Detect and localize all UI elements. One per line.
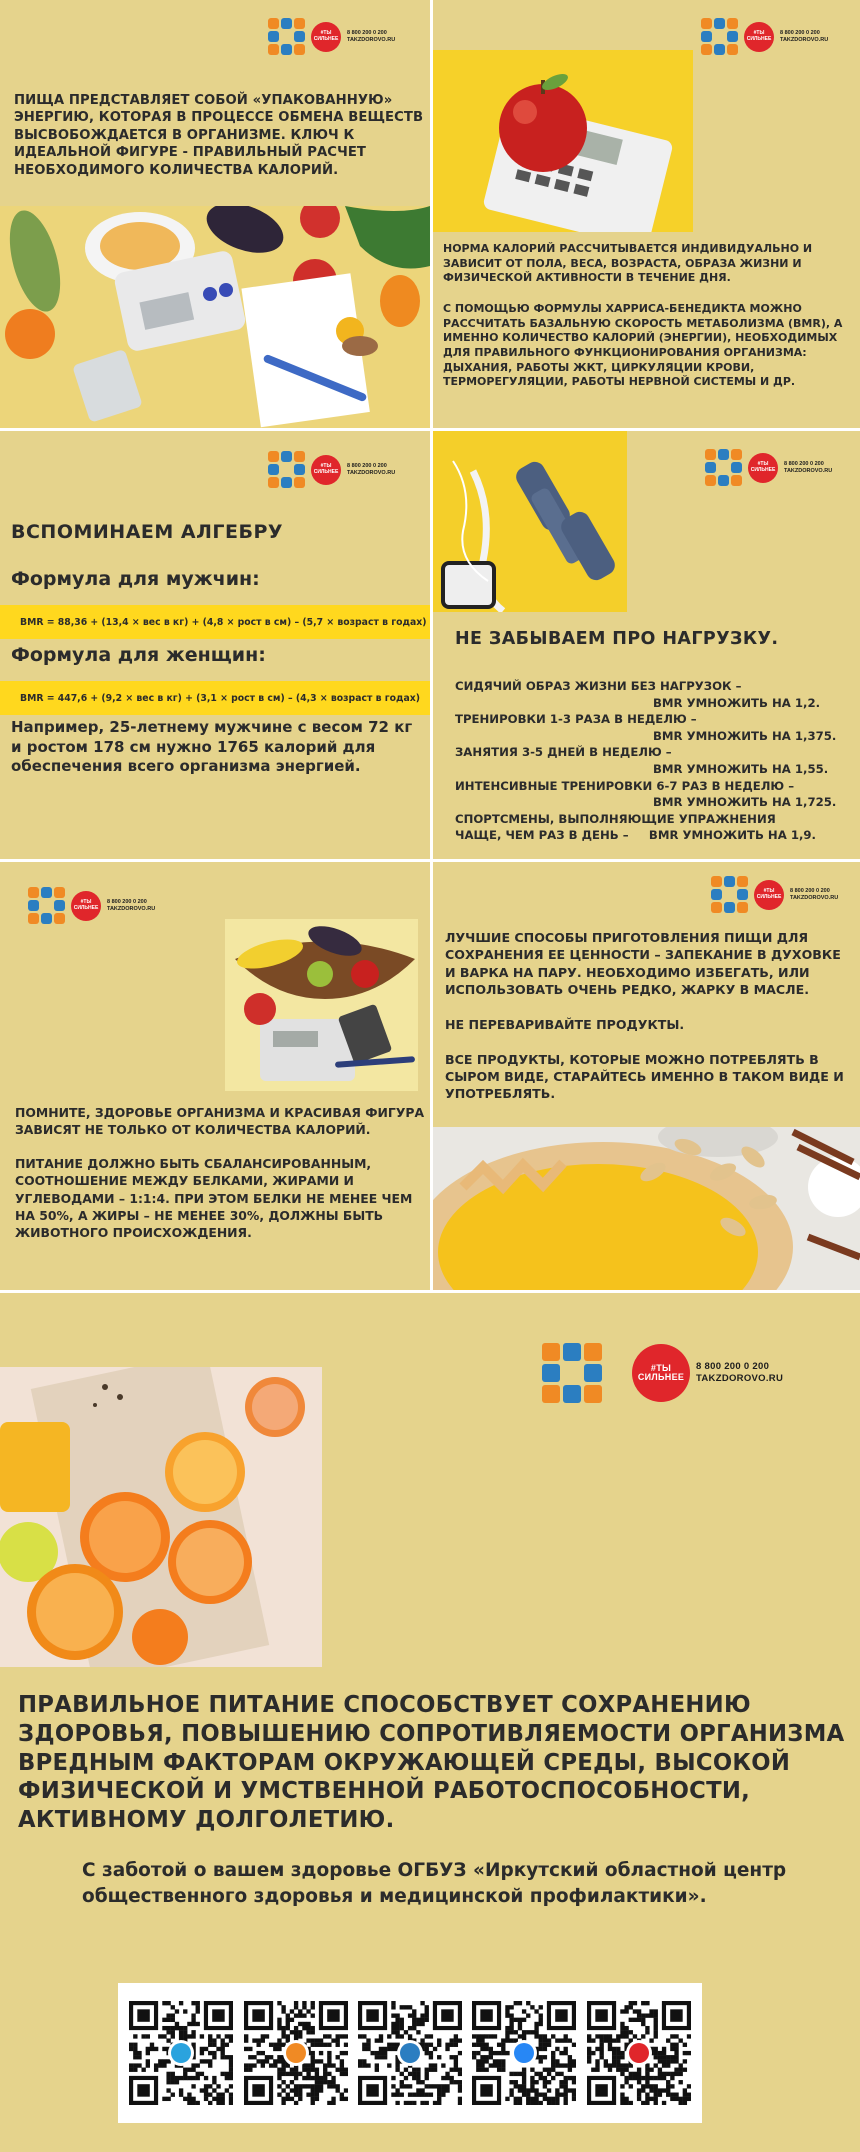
center-logo-icon — [711, 876, 748, 913]
cooking-methods-text: ЛУЧШИЕ СПОСОБЫ ПРИГОТОВЛЕНИЯ ПИЩИ ДЛЯ СОХРАНЕНИЯ ЕЕ ЦЕННОСТИ – ЗАПЕКАНИЕ В ДУХОВКЕ И ВАРКА НА ПАРУ. НЕОБХОДИМО ИЗБЕГАТЬ, ИЛИ ИСПОЛЬЗОВАТЬ ОЧЕНЬ РЕДКО, ЖАРКУ В МАСЛЕ. — [445, 930, 841, 998]
telegram-icon — [171, 2043, 191, 2063]
vk-icon — [514, 2043, 534, 2063]
center-logo-icon — [705, 449, 742, 486]
panel-cooking — [433, 862, 860, 1290]
contact-block — [780, 30, 828, 44]
summary-statement: ПРАВИЛЬНОЕ ПИТАНИЕ СПОСОБСТВУЕТ СОХРАНЕНИЮ ЗДОРОВЬЯ, ПОВЫШЕНИЮ СОПРОТИВЛЯЕМОСТИ ОРГАНИЗМА ВРЕДНЫМ ФАКТОРАМ ОКРУЖАЮЩЕЙ СРЕДЫ, ВЫСОКОЙ ФИЗИЧЕСКОЙ И УМСТВЕННОЙ РАБОТОСПОСОБНОСТИ, АКТИВНОМУ ДОЛГОЛЕТИЮ. — [18, 1692, 845, 1834]
website: TAKZDOROVO.RU — [347, 36, 396, 43]
dumbbells-photo — [433, 431, 627, 612]
panel-energy — [0, 0, 430, 428]
fruits-scale-photo — [225, 919, 418, 1091]
qr-code-site[interactable] — [358, 2001, 462, 2105]
raw-food-text: ВСЕ ПРОДУКТЫ, КОТОРЫЕ МОЖНО ПОТРЕБЛЯТЬ В СЫРОМ ВИДЕ, СТАРАЙТЕСЬ ИМЕННО В ТАКОМ ВИДЕ И УПОТРЕБЛЯТЬ. — [445, 1051, 844, 1102]
contact-block — [107, 899, 155, 913]
website: TAKZDOROVO.RU — [347, 469, 396, 476]
ty-silnee-badge: #ТЫ СИЛЬНЕЕ — [754, 880, 784, 910]
activity-label: ТРЕНИРОВКИ 1-3 РАЗА В НЕДЕЛЮ – — [455, 712, 697, 727]
citrus-photo — [0, 1367, 322, 1667]
panel-formula — [0, 431, 430, 859]
brand-logos — [701, 18, 828, 55]
center-logo-icon — [268, 18, 305, 55]
activity-label: ЗАНЯТИЯ 3-5 ДНЕЙ В НЕДЕЛЮ – — [455, 745, 672, 760]
ty-silnee-badge: #ТЫ СИЛЬНЕЕ — [748, 453, 778, 483]
contact-block — [790, 888, 838, 902]
activity-multiplier: BMR УМНОЖИТЬ НА 1,375. — [653, 728, 837, 743]
brand-logos — [711, 876, 838, 913]
qr-code-odnoklassniki[interactable] — [244, 2001, 348, 2105]
contact-block — [347, 30, 395, 44]
activity-row-last — [455, 827, 851, 844]
website: TAKZDOROVO.RU — [784, 467, 833, 474]
ty-silnee-badge: #ТЫ СИЛЬНЕЕ — [632, 1344, 690, 1402]
hotline-phone: 8 800 200 0 200 — [790, 887, 830, 894]
activity-multipliers — [455, 678, 851, 844]
center-logo-icon — [268, 451, 305, 488]
hotline-phone: 8 800 200 0 200 — [107, 898, 147, 905]
nutrient-ratio-text: ПИТАНИЕ ДОЛЖНО БЫТЬ СБАЛАНСИРОВАННЫМ, СООТНОШЕНИЕ МЕЖДУ БЕЛКАМИ, ЖИРАМИ И УГЛЕВОДАМИ – 1:1:4. ПРИ ЭТОМ БЕЛКИ НЕ МЕНЕЕ ЧЕМ НА 50%, А ЖИРЫ – НЕ МЕНЕЕ 30%, ДОЛЖНЫ БЫТЬ ЖИВОТНОГО ПРОИСХОЖДЕНИЯ. — [15, 1156, 413, 1240]
contact-block — [347, 463, 395, 477]
activity-label: ИНТЕНСИВНЫЕ ТРЕНИРОВКИ 6-7 РАЗ В НЕДЕЛЮ – — [455, 778, 795, 793]
website: TAKZDOROVO.RU — [107, 905, 156, 912]
activity-multiplier: BMR УМНОЖИТЬ НА 1,725. — [653, 795, 837, 810]
brand-logos — [268, 451, 395, 488]
activity-heading: НЕ ЗАБЫВАЕМ ПРО НАГРУЗКУ. — [455, 629, 779, 649]
harris-benedict-text: С ПОМОЩЬЮ ФОРМУЛЫ ХАРРИСА-БЕНЕДИКТА МОЖНО РАССЧИТАТЬ БАЗАЛЬНУЮ СКОРОСТЬ МЕТАБОЛИЗМА (BMR), А ИМЕННО КОЛИЧЕСТВО КАЛОРИЙ (ЭНЕРГИИ), НЕОБХОДИМЫХ ДЛЯ ПРАВИЛЬНОГО ФУНКЦИОНИРОВАНИЯ ОРГАНИЗМА: ДЫХАНИЯ, РАБОТЫ ЖКТ, ЦИРКУЛЯЦИИ КРОВИ, ТЕРМОРЕГУЛЯЦИИ, РАБОТЫ НЕРВНОЙ СИСТЕМЫ И ДР. — [443, 302, 843, 389]
ty-silnee-badge: #ТЫ СИЛЬНЕЕ — [311, 22, 341, 52]
brand-logos — [28, 887, 155, 924]
energy-text: ПИЩА ПРЕДСТАВЛЯЕТ СОБОЙ «УПАКОВАННУЮ» ЭНЕРГИЮ, КОТОРАЯ В ПРОЦЕССЕ ОБМЕНА ВЕЩЕСТВ ВЫСВОБОЖДАЕТСЯ В ОРГАНИЗМЕ. КЛЮЧ К ИДЕАЛЬНОЙ ФИГУРЕ - ПРАВИЛЬНЫЙ РАСЧЕТ НЕОБХОДИМОГО КОЛИЧЕСТВА КАЛОРИЙ. — [14, 93, 424, 178]
no-overcook-text: НЕ ПЕРЕВАРИВАЙТЕ ПРОДУКТЫ. — [445, 1016, 685, 1032]
panel-activity — [433, 431, 860, 859]
website: TAKZDOROVO.RU — [696, 1373, 784, 1384]
men-formula-label: Формула для мужчин: — [11, 568, 260, 590]
qr-code-ty-silnee[interactable] — [587, 2001, 691, 2105]
brand-logos — [268, 18, 395, 55]
center-logo-icon — [28, 887, 65, 924]
ty-silnee-icon — [629, 2043, 649, 2063]
activity-label: СИДЯЧИЙ ОБРАЗ ЖИЗНИ БЕЗ НАГРУЗОК – — [455, 679, 742, 693]
balance-text — [15, 1104, 425, 1241]
formula-example: Например, 25-летнему мужчине с весом 72 кг и ростом 178 см нужно 1765 калорий для обеспечения всего организма энергией. — [11, 718, 413, 775]
ty-silnee-badge: #ТЫ СИЛЬНЕЕ — [71, 891, 101, 921]
hotline-phone: 8 800 200 0 200 — [347, 462, 387, 469]
activity-multiplier: BMR УМНОЖИТЬ НА 1,55. — [653, 762, 829, 777]
ty-silnee-badge: #ТЫ СИЛЬНЕЕ — [311, 455, 341, 485]
qr-code-vk[interactable] — [472, 2001, 576, 2105]
odnoklassniki-icon — [286, 2043, 306, 2063]
hotline-logo — [632, 1344, 783, 1402]
algebra-heading: ВСПОМИНАЕМ АЛГЕБРУ — [11, 521, 284, 543]
brand-logos — [542, 1343, 860, 1403]
contact-block — [784, 461, 832, 475]
organization-credit: С заботой о вашем здоровье ОГБУЗ «Иркутский областной центр общественного здоровья и медицинской профилактики». — [82, 1860, 787, 1907]
women-formula-label: Формула для женщин: — [11, 644, 266, 666]
ty-silnee-badge: #ТЫ СИЛЬНЕЕ — [744, 22, 774, 52]
pumpkin-pie-photo — [433, 1127, 860, 1290]
brand-logos — [705, 449, 832, 486]
panel-summary — [0, 1293, 860, 2152]
hotline-phone: 8 800 200 0 200 — [696, 1361, 770, 1373]
activity-label: ЧАЩЕ, ЧЕМ РАЗ В ДЕНЬ – — [455, 828, 629, 843]
hotline-phone: 8 800 200 0 200 — [780, 29, 820, 36]
hotline-phone: 8 800 200 0 200 — [784, 460, 824, 467]
cooking-text — [445, 929, 850, 1103]
panel-calorie-norm — [433, 0, 860, 428]
food-scale-photo — [0, 206, 430, 428]
website: TAKZDOROVO.RU — [790, 894, 839, 901]
activity-multiplier: BMR УМНОЖИТЬ НА 1,2. — [653, 695, 821, 710]
qr-code-telegram[interactable] — [129, 2001, 233, 2105]
men-formula: BMR = 88,36 + (13,4 × вес в кг) + (4,8 × рост в см) – (5,7 × возраст в годах) — [0, 605, 430, 639]
apple-calculator-photo — [433, 50, 693, 232]
contact-block — [696, 1361, 783, 1385]
activity-label: СПОРТСМЕНЫ, ВЫПОЛНЯЮЩИЕ УПРАЖНЕНИЯ — [455, 811, 776, 826]
website: TAKZDOROVO.RU — [780, 36, 829, 43]
calorie-norm-text: НОРМА КАЛОРИЙ РАССЧИТЫВАЕТСЯ ИНДИВИДУАЛЬНО И ЗАВИСИТ ОТ ПОЛА, ВЕСА, ВОЗРАСТА, ОБРАЗА ЖИЗНИ И ФИЗИЧЕСКОЙ АКТИВНОСТИ В ТЕЧЕНИЕ ДНЯ. — [443, 242, 813, 285]
women-formula: BMR = 447,6 + (9,2 × вес в кг) + (3,1 × рост в см) – (4,3 × возраст в годах) — [0, 681, 430, 715]
hotline-phone: 8 800 200 0 200 — [347, 29, 387, 36]
health-figure-text: ПОМНИТЕ, ЗДОРОВЬЕ ОРГАНИЗМА И КРАСИВАЯ ФИГУРА ЗАВИСЯТ НЕ ТОЛЬКО ОТ КОЛИЧЕСТВА КАЛОРИЙ. — [15, 1105, 425, 1138]
qr-codes-strip — [118, 1983, 702, 2123]
activity-multiplier: BMR УМНОЖИТЬ НА 1,9. — [648, 828, 816, 843]
panel-balance — [0, 862, 430, 1290]
center-logo-icon — [701, 18, 738, 55]
site-logo-icon — [400, 2043, 420, 2063]
center-logo-icon — [542, 1343, 602, 1403]
